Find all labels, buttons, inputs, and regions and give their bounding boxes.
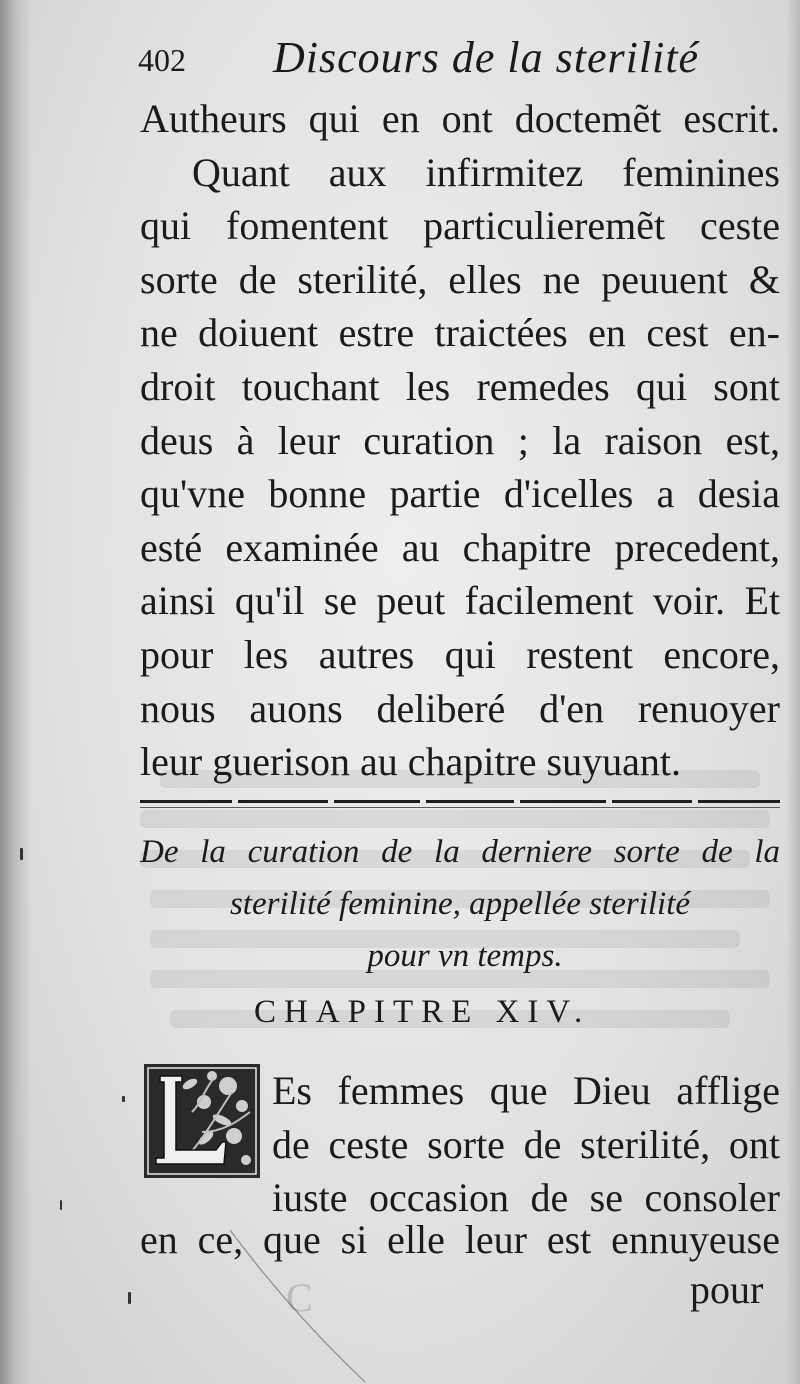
body-text [140, 92, 780, 789]
divider-segment [140, 800, 232, 803]
divider-segment [426, 800, 514, 803]
opening-text [272, 1064, 780, 1225]
decorated-initial [142, 1062, 262, 1180]
heading-line: De la curation de la derniere sorte de la [140, 834, 780, 870]
speck [122, 1096, 125, 1102]
text-line: en ce, que si elle leur est ennuyeuse [140, 1217, 780, 1262]
divider-segment [334, 800, 420, 803]
running-title: Discours de la sterilité [273, 33, 700, 82]
heading-line: sterilité feminine, appellée sterilité [229, 886, 691, 922]
divider-segment [612, 800, 692, 803]
catchword: pour [690, 1267, 764, 1312]
speck [60, 1200, 62, 1210]
speck [128, 1292, 131, 1304]
text-line: iuste occasion de se consoler [272, 1175, 780, 1221]
section-divider [140, 796, 780, 814]
page-number: 402 [138, 42, 186, 78]
divider-segment [520, 800, 606, 803]
text-line: ne doiuent estre traictées en cest en- [140, 310, 780, 356]
text-line: qu'vne bonne partie d'icelles a desia [140, 471, 780, 517]
text-line: pour les autres qui restent encore, [140, 631, 780, 677]
text-line: nous auons deliberé d'en renuoyer [140, 685, 780, 731]
text-line: sorte de sterilité, elles ne peuuent & [140, 256, 780, 302]
divider-segment [238, 800, 328, 803]
chapter-number: CHAPITRE XIV. [254, 994, 591, 1030]
initial-letter-text: L [142, 1062, 143, 1063]
text-line: de ceste sorte de sterilité, ont [272, 1121, 780, 1167]
text-line: leur guerison au chapitre suyuant. [140, 739, 681, 785]
text-line: qui fomentent particulieremẽt ceste [140, 203, 780, 249]
signature-mark: C [286, 1275, 313, 1320]
speck [20, 848, 23, 860]
text-line: droit touchant les remedes qui sont [140, 363, 780, 409]
page-edge-shadow [786, 0, 800, 1384]
divider-line [140, 807, 780, 808]
floral-initial-icon [142, 1062, 262, 1180]
text-line: Es femmes que Dieu afflige [272, 1068, 780, 1113]
divider-segment [698, 800, 780, 803]
text-line: ainsi qu'il se peut facilement voir. Et [140, 578, 780, 624]
paper-crease [230, 1230, 370, 1384]
heading-line: pour vn temps. [367, 938, 563, 974]
text-line: deus à leur curation ; la raison est, [140, 417, 780, 463]
text-line: Quant aux infirmitez feminines [192, 149, 780, 195]
chapter-heading [140, 826, 780, 982]
page-header [138, 28, 778, 84]
page-gutter-shadow [0, 0, 32, 1384]
text-line: Autheurs qui en ont doctemẽt escrit. [140, 96, 780, 141]
text-line: esté examinée au chapitre precedent, [140, 524, 780, 570]
